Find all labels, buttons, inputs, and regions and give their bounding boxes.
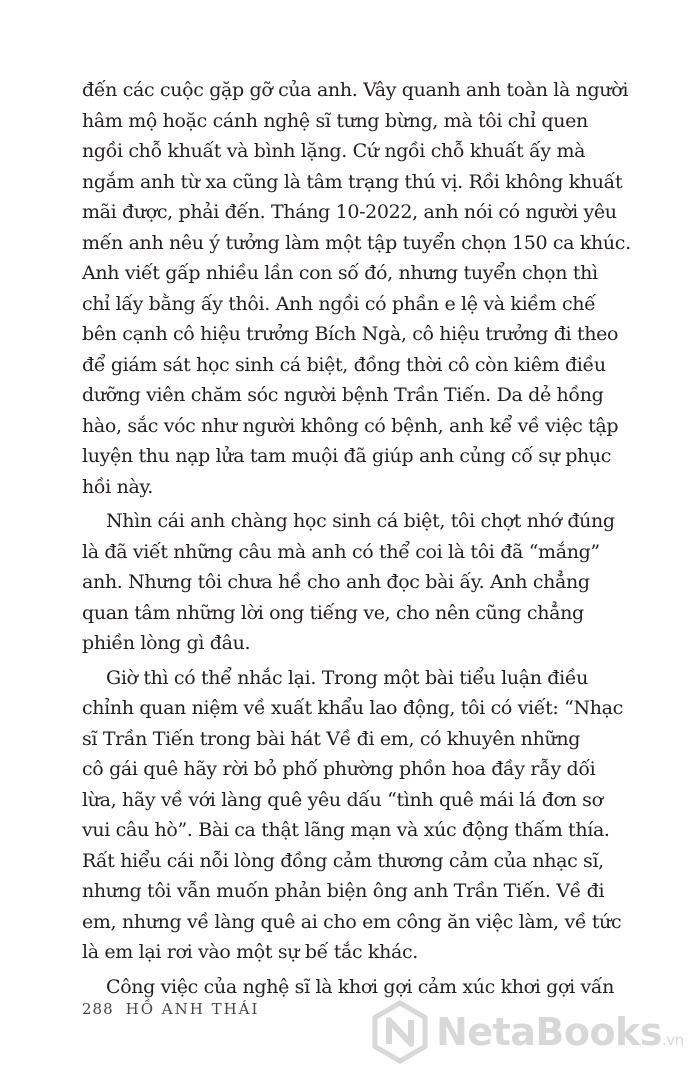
text-line: là đã viết những câu mà anh có thể coi là tôi đã “mắng” — [82, 540, 600, 563]
text-line: phiền lòng gì đâu. — [82, 632, 251, 654]
text-line: sĩ Trần Tiến trong bài hát Về đi em, có khuyên những — [82, 727, 581, 750]
text-line: Rất hiểu cái nỗi lòng đồng cảm thương cảm của nhạc sĩ, — [82, 849, 604, 872]
text-line: luyện thu nạp lửa tam muội đã giúp anh củng cố sự phục — [82, 445, 612, 467]
text-line: để giám sát học sinh cá biệt, đồng thời cô còn kiêm điều — [82, 353, 606, 376]
paragraph-1 — [82, 75, 638, 502]
watermark-suffix: .vn — [661, 1031, 684, 1049]
paragraph-4 — [82, 972, 638, 1003]
text-line: hâm mộ hoặc cánh nghệ sĩ tưng bừng, mà tôi chỉ quen — [82, 109, 588, 132]
text-line: ngồi chỗ khuất và bình lặng. Cứ ngồi chỗ khuất ấy mà — [82, 140, 586, 162]
text-line: hào, sắc vóc như người không có bệnh, anh kể về việc tập — [82, 414, 619, 437]
text-line: em, nhưng về làng quê ai cho em công ăn việc làm, về tức — [82, 910, 622, 933]
text-line: dưỡng viên chăm sóc người bệnh Trần Tiến. Da dẻ hồng — [82, 384, 604, 406]
text-line: ngắm anh từ xa cũng là tâm trạng thú vị. Rồi không khuất — [82, 170, 623, 193]
text-line: vui câu hò”. Bài ca thật lãng mạn và xúc động thấm thía. — [82, 819, 610, 841]
text-line: nhưng tôi vẫn muốn phản biện ông anh Trần Tiến. Về đi — [82, 880, 605, 902]
text-line: Nhìn cái anh chàng học sinh cá biệt, tôi chợt nhớ đúng — [106, 510, 615, 532]
paragraph-2 — [82, 506, 638, 659]
page-body — [82, 75, 638, 1006]
text-line: mến anh nêu ý tưởng làm một tập tuyển chọn 150 ca khúc. — [82, 231, 631, 254]
text-line: quan tâm những lời ong tiếng ve, cho nên cũng chẳng — [82, 601, 584, 624]
watermark — [368, 1000, 684, 1064]
netabooks-logo-icon — [368, 1000, 432, 1064]
text-line: mãi được, phải đến. Tháng 10-2022, anh nói có người yêu — [82, 201, 617, 223]
paragraph-3 — [82, 663, 638, 968]
text-line: chỉnh quan niệm về xuất khẩu lao động, tôi có viết: “Nhạc — [82, 697, 623, 719]
text-line: hồi này. — [82, 475, 153, 498]
text-line: Công việc của nghệ sĩ là khơi gợi cảm xúc khơi gợi vấn — [106, 975, 615, 998]
watermark-text — [436, 1010, 684, 1054]
text-line: đến các cuộc gặp gỡ của anh. Vây quanh anh toàn là người — [82, 79, 629, 101]
text-line: chỉ lấy bằng ấy thôi. Anh ngồi có phần e lệ và kiềm chế — [82, 292, 596, 315]
text-line: bên cạnh cô hiệu trưởng Bích Ngà, cô hiệu trưởng đi theo — [82, 323, 619, 345]
text-line: cô gái quê hãy rời bỏ phố phường phồn hoa đầy rẫy dối — [82, 758, 596, 780]
text-line: là em lại rơi vào một sự bế tắc khác. — [82, 941, 418, 963]
page-number: 288 — [82, 1000, 114, 1018]
page-footer — [82, 1000, 259, 1018]
text-line: Anh viết gấp nhiều lần con số đó, nhưng tuyển chọn thì — [82, 262, 598, 284]
text-line: Giờ thì có thể nhắc lại. Trong một bài tiểu luận điều — [106, 666, 589, 689]
running-author: HỒ ANH THÁI — [125, 1000, 260, 1018]
text-line: anh. Nhưng tôi chưa hề cho anh đọc bài ấy. Anh chẳng — [82, 571, 590, 593]
watermark-brand: NetaBooks — [436, 1010, 662, 1054]
text-line: lừa, hãy về với làng quê yêu dấu “tình quê mái lá đơn sơ — [82, 788, 603, 811]
